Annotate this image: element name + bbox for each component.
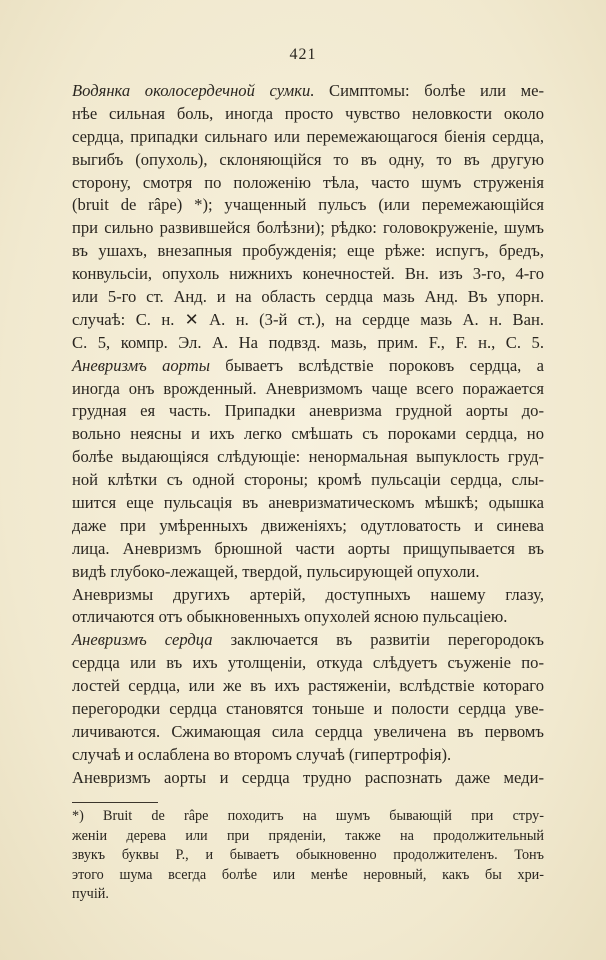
paragraph-heart-aneurysm [72, 629, 544, 766]
body-text [72, 80, 544, 790]
text-line: перегородки сердца становятся тоньше и полости сердца уве- [72, 699, 544, 719]
text-line: шится еще пульсація въ аневризматическомъ мѣшкѣ; одышка [72, 493, 544, 513]
text-line: сердца, припадки сильнаго или перемежающагося біенія сердца, [72, 126, 544, 146]
text-line: случаѣ и ослаблена во второмъ случаѣ (гипертрофія). [72, 744, 452, 764]
footnote-line: звукъ буквы Р., и бываетъ обыкновенно продолжителенъ. Тонъ [72, 847, 544, 864]
text-line: случаѣ: С. н. ✕ А. н. (3-й ст.), на сердце мазь А. н. Ван. [72, 309, 544, 329]
text-line: Аневризмъ аорты и сердца трудно распознать даже меди- [72, 767, 544, 787]
page-number: 421 [289, 46, 317, 63]
text-line: при сильно развившейся болѣзни); рѣдко: головокруженіе, шумъ [72, 218, 544, 238]
footnote [72, 807, 544, 905]
text-line: даже при умѣренныхъ движеніяхъ; одутловатость и синева [72, 515, 544, 535]
text-line: или 5-го ст. Анд. и на область сердца мазь Анд. Въ упорн. [72, 287, 544, 307]
footnote-line: этого шума всегда болѣе или менѣе неровный, какъ бы хри- [72, 866, 544, 883]
footnote-line: *) Bruit de râpe походитъ на шумъ бывающій при стру- [72, 808, 544, 824]
text-line: ной клѣтки съ одной стороны; кромѣ пульсаціи сердца, слы- [72, 470, 544, 490]
text-line: конвульсіи, опухоль нижнихъ конечностей. Вн. изъ 3-го, 4-го [72, 264, 544, 284]
text-line: въ ушахъ, внезапныя пробужденія; еще рѣже: испугъ, бредъ, [72, 241, 544, 261]
text-line: иногда онъ врожденный. Аневризмомъ чаще всего поражается [72, 378, 544, 398]
text-line: Аневризмъ аорты бываетъ вслѣдствіе пороковъ сердца, а [72, 355, 544, 375]
text-line: Аневризмы другихъ артерій, доступныхъ нашему глазу, [72, 584, 544, 604]
section-title: Аневризмъ сердца [72, 630, 213, 650]
text-line: личиваются. Сжимающая сила сердца увеличена въ первомъ [72, 721, 544, 741]
footnote-line: женіи дерева или при пряденіи, также на продолжительный [72, 827, 544, 844]
paragraph-diagnosis [72, 767, 544, 790]
text-line: видѣ глубоко-лежащей, твердой, пульсирующей опухоли. [72, 561, 480, 581]
paragraph-pericardial-dropsy [72, 80, 544, 355]
section-title: Аневризмъ аорты [72, 355, 210, 375]
footnote-divider [72, 802, 158, 803]
footnote-line: пучій. [72, 886, 109, 903]
section-title: Водянка околосердечной сумки. [72, 81, 315, 100]
text-line: грудная ея часть. Припадки аневризма грудной аорты до- [72, 401, 544, 421]
paragraph-other-aneurysms [72, 584, 544, 630]
text-line: выгибъ (опухоль), склоняющійся то въ одну, то въ другую [72, 149, 544, 169]
text-line: лостей сердца, или же въ ихъ растяженіи, вслѣдствіе котораго [72, 676, 544, 696]
text-line: Водянка околосердечной сумки. Симптомы: болѣе или ме- [72, 81, 544, 100]
text-line: отличаются отъ обыкновенныхъ опухолей ясною пульсаціею. [72, 607, 508, 627]
text-line: болѣе выдающіяся слѣдующіе: ненормальная выпуклость груд- [72, 447, 544, 467]
text-line: нѣе сильная боль, иногда просто чувство неловкости около [72, 103, 544, 123]
text-line: сторону, смотря по положенію тѣла, часто шумъ струженія [72, 172, 544, 192]
text-line: С. 5, компр. Эл. А. На подвзд. мазь, прим. F., F. н., С. 5. [72, 332, 544, 352]
text-line: вольно неясны и ихъ легко смѣшать съ пороками сердца, но [72, 424, 544, 444]
text-line: лица. Аневризмъ брюшной части аорты прищупывается въ [72, 538, 544, 558]
text-line: сердца или въ ихъ утолщеніи, откуда слѣдуетъ съуженіе по- [72, 653, 544, 673]
paragraph-aortic-aneurysm [72, 355, 544, 584]
text-line: Аневризмъ сердца заключается въ развитіи перегородокъ [72, 630, 544, 650]
text-line: (bruit de râpe) *); учащенный пульсъ (или перемежающійся [72, 195, 544, 215]
